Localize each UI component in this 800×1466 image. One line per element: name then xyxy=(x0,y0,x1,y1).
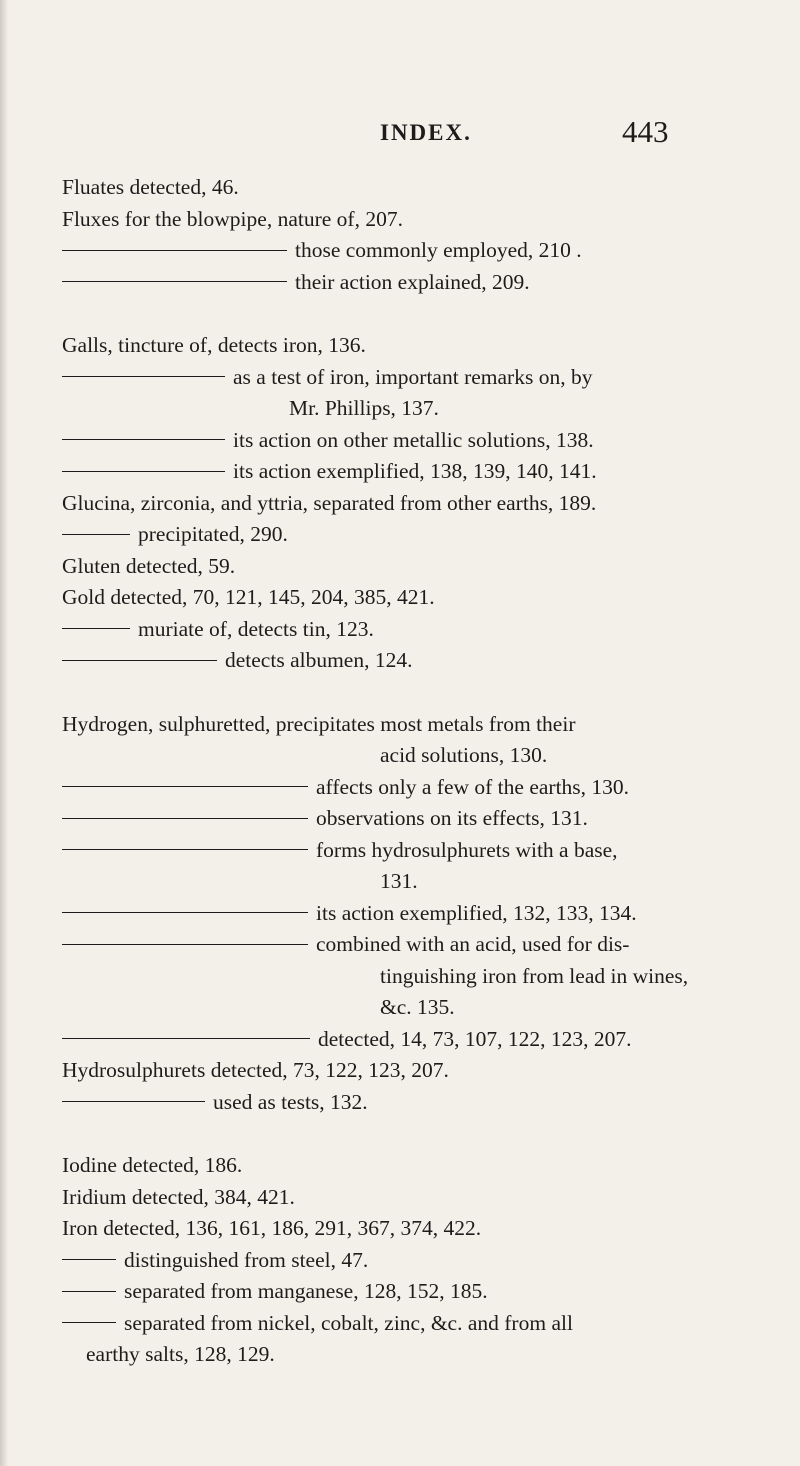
ditto-rule xyxy=(62,1101,205,1102)
index-entry-text: Iron detected, 136, 161, 186, 291, 367, 374, 422. xyxy=(62,1216,482,1240)
index-entry-text: detected, 14, 73, 107, 122, 123, 207. xyxy=(318,1026,632,1051)
ditto-rule xyxy=(62,1322,116,1323)
ditto-rule xyxy=(62,1291,116,1292)
index-entry-text: separated from manganese, 128, 152, 185. xyxy=(124,1279,488,1303)
index-entry xyxy=(62,961,772,993)
index-entry-text: Fluates detected, 46. xyxy=(62,175,239,199)
index-entry-text: its action on other metallic solutions, 138. xyxy=(233,427,594,452)
index-entry xyxy=(62,1339,772,1371)
index-entry xyxy=(62,835,772,867)
index-entry xyxy=(62,1308,772,1340)
ditto-rule xyxy=(62,281,287,282)
index-entry xyxy=(62,204,772,236)
index-entry-text: Mr. Phillips, 137. xyxy=(289,396,439,420)
index-entry-text: Gluten detected, 59. xyxy=(62,553,236,578)
index-entry-text: as a test of iron, important remarks on, by xyxy=(233,364,593,389)
index-entry xyxy=(62,425,772,457)
ditto-rule xyxy=(62,534,130,535)
index-entry xyxy=(62,866,772,898)
index-entry-text: detects albumen, 124. xyxy=(225,648,413,672)
index-entry xyxy=(62,772,772,804)
index-entry xyxy=(62,1087,772,1119)
index-entry-text: precipitated, 290. xyxy=(138,522,288,546)
index-entry xyxy=(62,1213,772,1245)
index-entry xyxy=(62,1276,772,1308)
index-entry xyxy=(62,519,772,551)
index-entry-text: used as tests, 132. xyxy=(213,1089,368,1114)
index-list xyxy=(62,172,772,1371)
index-entry xyxy=(62,614,772,646)
index-entry-text: Iodine detected, 186. xyxy=(62,1153,243,1177)
index-entry-text: Gold detected, 70, 121, 145, 204, 385, 421. xyxy=(62,585,435,609)
ditto-rule xyxy=(62,849,308,850)
ditto-rule xyxy=(62,912,308,913)
running-title: INDEX. xyxy=(380,120,472,145)
index-entry xyxy=(62,362,772,394)
index-entry xyxy=(62,330,772,362)
index-entry-text: their action explained, 209. xyxy=(295,269,530,294)
page-header xyxy=(0,114,800,158)
index-entry-text: combined with an acid, used for dis- xyxy=(316,932,630,956)
ditto-rule xyxy=(62,1259,116,1260)
ditto-rule xyxy=(62,471,225,472)
ditto-rule xyxy=(62,818,308,819)
index-entry-text: affects only a few of the earths, 130. xyxy=(316,774,630,799)
index-entry xyxy=(62,456,772,488)
index-entry xyxy=(62,172,772,204)
index-entry xyxy=(62,1150,772,1182)
index-entry xyxy=(62,582,772,614)
index-entry xyxy=(62,488,772,520)
ditto-rule xyxy=(62,439,225,440)
ditto-rule xyxy=(62,786,308,787)
ditto-rule xyxy=(62,944,308,945)
index-entry-text: separated from nickel, cobalt, zinc, &c. and from all xyxy=(124,1310,573,1335)
page-binding-edge xyxy=(0,0,8,1466)
index-entry-text: earthy salts, 128, 129. xyxy=(86,1342,275,1366)
index-entry-text: tinguishing iron from lead in wines, xyxy=(380,963,689,988)
index-entry-text: observations on its effects, 131. xyxy=(316,806,588,830)
index-entry xyxy=(62,803,772,835)
index-entry xyxy=(62,393,772,425)
index-entry-text: those commonly employed, 210 . xyxy=(295,238,582,262)
index-entry xyxy=(62,1024,772,1056)
index-entry xyxy=(62,235,772,267)
index-entry-text: Hydrosulphurets detected, 73, 122, 123, 207. xyxy=(62,1058,449,1082)
ditto-rule xyxy=(62,250,287,251)
index-entry xyxy=(62,551,772,583)
index-entry xyxy=(62,929,772,961)
index-entry-text: 131. xyxy=(380,869,418,893)
index-entry-text: Hydrogen, sulphuretted, precipitates most metals from their xyxy=(62,711,576,736)
index-entry xyxy=(62,645,772,677)
ditto-rule xyxy=(62,1038,310,1039)
index-entry xyxy=(62,992,772,1024)
index-entry-text: forms hydrosulphurets with a base, xyxy=(316,837,618,862)
index-entry-text: its action exemplified, 132, 133, 134. xyxy=(316,900,637,925)
index-entry xyxy=(62,898,772,930)
index-entry-text: &c. 135. xyxy=(380,995,455,1019)
index-entry-text: Glucina, zirconia, and yttria, separated from other earths, 189. xyxy=(62,490,597,515)
index-entry-text: Iridium detected, 384, 421. xyxy=(62,1184,295,1209)
index-entry-text: muriate of, detects tin, 123. xyxy=(138,616,374,641)
ditto-rule xyxy=(62,660,217,661)
index-entry-text: Fluxes for the blowpipe, nature of, 207. xyxy=(62,206,403,231)
index-entry xyxy=(62,1182,772,1214)
index-entry xyxy=(62,1055,772,1087)
index-entry xyxy=(62,709,772,741)
index-entry-text: acid solutions, 130. xyxy=(380,743,548,767)
index-entry-text: distinguished from steel, 47. xyxy=(124,1247,369,1272)
ditto-rule xyxy=(62,376,225,377)
index-entry xyxy=(62,740,772,772)
index-entry xyxy=(62,267,772,299)
index-entry-text: Galls, tincture of, detects iron, 136. xyxy=(62,333,366,357)
index-entry xyxy=(62,1245,772,1277)
index-entry-text: its action exemplified, 138, 139, 140, 141. xyxy=(233,459,597,483)
ditto-rule xyxy=(62,628,130,629)
page-number: 443 xyxy=(622,114,669,149)
